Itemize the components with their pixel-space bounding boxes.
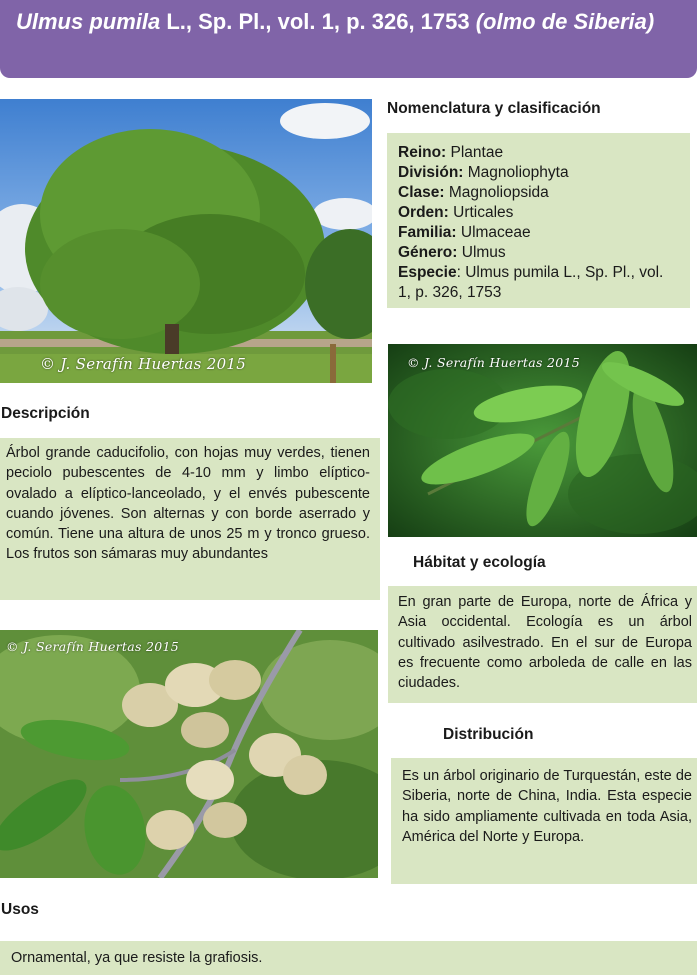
value-especie: : Ulmus pumila L., Sp. Pl., vol. 1, p. 326, 1753: [398, 264, 664, 301]
value-clase: Magnoliopsida: [444, 184, 549, 201]
class-row-familia: [398, 223, 680, 243]
page-title: [0, 0, 697, 78]
class-row-division: [398, 163, 680, 183]
class-row-clase: [398, 183, 680, 203]
label-orden: Orden:: [398, 204, 449, 221]
species-reference: L., Sp. Pl., vol. 1, p. 326, 1753: [160, 9, 476, 34]
leaves-photo: [388, 344, 697, 537]
descripcion-text: Árbol grande caducifolio, con hojas muy verdes, tienen peciolo pubescentes de 4-10 mm y limbo elíptico-ovalado a elíptico-lanceolado, y el envés pubescente cuando jóvenes. Son alternas y con borde aserrado y común. Tiene una altura de unos 25 m y tronco grueso. Los frutos son sámaras muy abundantes: [6, 445, 370, 563]
class-row-reino: [398, 143, 680, 163]
value-division: Magnoliophyta: [463, 164, 569, 181]
value-familia: Ulmaceae: [456, 224, 531, 241]
distribucion-box: [391, 758, 697, 884]
value-orden: Urticales: [448, 204, 514, 221]
label-familia: Familia:: [398, 224, 457, 241]
distribucion-heading: Distribución: [443, 726, 534, 743]
descripcion-heading: Descripción: [1, 405, 90, 422]
label-genero: Género:: [398, 244, 458, 261]
fruits-photo: [0, 630, 378, 878]
class-row-especie: [398, 263, 680, 303]
distribucion-text: Es un árbol originario de Turquestán, este de Siberia, norte de China, India. Esta especie ha sido ampliamente cultivada en toda Asia, América del Norte y Europa.: [402, 768, 692, 845]
nomenclatura-heading: Nomenclatura y clasificación: [387, 100, 601, 117]
usos-heading: Usos: [1, 901, 39, 918]
classification-box: [387, 133, 690, 308]
class-row-genero: [398, 243, 680, 263]
label-reino: Reino:: [398, 144, 447, 161]
usos-box: [0, 941, 697, 975]
value-genero: Ulmus: [457, 244, 506, 261]
habitat-heading: Hábitat y ecología: [413, 554, 546, 571]
label-clase: Clase:: [398, 184, 445, 201]
label-division: División:: [398, 164, 464, 181]
habitat-text: En gran parte de Europa, norte de África y Asia occidental. Ecología es un árbol cultivado asilvestrado. En el sur de Europa es frecuente como arboleda de calle en las ciudades.: [398, 594, 692, 692]
photo-watermark: © J. Serafín Huertas 2015: [40, 355, 247, 373]
common-name: (olmo de Siberia): [475, 9, 655, 34]
photo-watermark: © J. Serafín Huertas 2015: [6, 639, 179, 654]
value-reino: Plantae: [446, 144, 504, 161]
photo-watermark: © J. Serafín Huertas 2015: [407, 355, 580, 370]
species-name: Ulmus pumila: [16, 9, 161, 34]
class-row-orden: [398, 203, 680, 223]
descripcion-box: [0, 438, 380, 600]
label-especie: Especie: [398, 264, 457, 281]
tree-photo: [0, 99, 372, 383]
usos-text: Ornamental, ya que resiste la grafiosis.: [11, 950, 263, 966]
habitat-box: [388, 586, 697, 703]
